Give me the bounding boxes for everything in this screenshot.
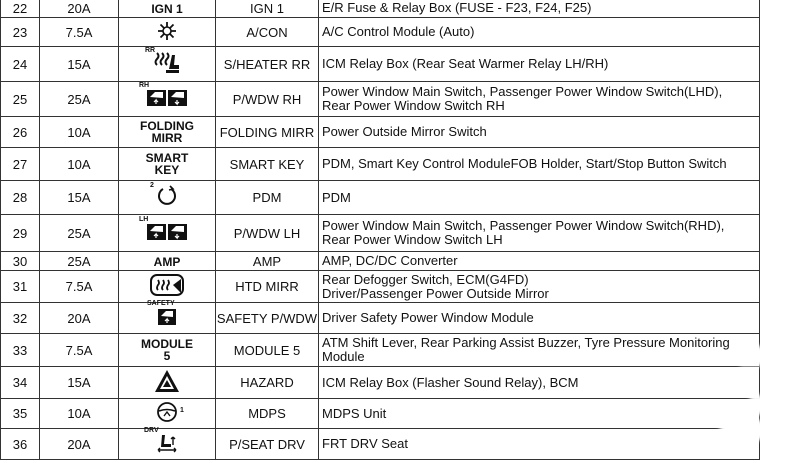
fuse-rating: 7.5A	[40, 18, 119, 47]
fuse-name: MDPS	[216, 399, 319, 429]
description-line: MDPS Unit	[322, 405, 387, 421]
fuse-row	[1, 399, 760, 429]
fuse-description	[319, 117, 760, 148]
description-line: FRT DRV Seat	[322, 436, 408, 451]
fuse-symbol	[119, 426, 216, 460]
steering-wheel-icon	[156, 401, 184, 426]
fuse-name: S/HEATER RR	[216, 47, 319, 82]
description-line: Driver Safety Power Window Module	[322, 310, 534, 325]
fuse-rating: 10A	[40, 399, 119, 429]
fuse-name: IGN 1	[216, 0, 319, 18]
fuse-description	[319, 215, 760, 252]
symbol-label-line: KEY	[154, 162, 180, 177]
fuse-rating: 15A	[40, 47, 119, 82]
fuse-name: SMART KEY	[216, 148, 319, 181]
fuse-symbol	[119, 82, 216, 117]
fuse-symbol	[119, 334, 216, 367]
pdm-power-icon	[150, 182, 178, 210]
fuse-description	[319, 367, 760, 399]
edge-fade	[720, 420, 800, 440]
symbol-label-line: FOLDING	[140, 118, 194, 133]
fuse-number: 23	[1, 18, 40, 47]
symbol-label	[146, 152, 189, 176]
description-line: Driver/Passenger Power Outside Mirror	[322, 285, 549, 301]
fuse-name: A/CON	[216, 18, 319, 47]
description-line: A/C Control Module (Auto)	[322, 24, 475, 39]
fuse-symbol	[119, 148, 216, 181]
fuse-name: P/SEAT DRV	[216, 429, 319, 460]
power-seat-icon	[144, 426, 178, 456]
fuse-description	[319, 82, 760, 117]
fuse-symbol	[119, 0, 216, 18]
fuse-name: P/WDW RH	[216, 82, 319, 117]
fuse-row	[1, 181, 760, 215]
fuse-number: 22	[1, 0, 40, 18]
fuse-description	[319, 252, 760, 271]
description-line: Rear Defogger Switch, ECM(G4FD)	[322, 271, 529, 287]
fuse-symbol	[119, 47, 216, 82]
fuse-symbol	[119, 117, 216, 148]
fuse-symbol	[119, 271, 216, 303]
description-line: ATM Shift Lever, Rear Parking Assist Buzzer, Tyre Pressure Monitoring Module	[322, 335, 730, 364]
fuse-rating: 20A	[40, 429, 119, 460]
fuse-description	[319, 148, 760, 181]
symbol-label-line: 5	[163, 348, 171, 363]
fuse-number: 27	[1, 148, 40, 181]
fuse-description	[319, 0, 760, 18]
symbol-label	[140, 120, 194, 144]
fuse-row	[1, 429, 760, 460]
fuse-name: P/WDW LH	[216, 215, 319, 252]
fuse-number: 33	[1, 334, 40, 367]
fuse-name: SAFETY P/WDW	[216, 303, 319, 334]
seat-heater-icon	[145, 46, 180, 78]
fuse-row	[1, 367, 760, 399]
fuse-symbol	[119, 18, 216, 47]
fuse-symbol	[119, 215, 216, 252]
fuse-description	[319, 334, 760, 367]
fuse-name: MODULE 5	[216, 334, 319, 367]
edge-fade	[740, 346, 800, 366]
symbol-tag: RR	[145, 46, 156, 54]
fuse-row	[1, 303, 760, 334]
fuse-number: 29	[1, 215, 40, 252]
fuse-symbol	[119, 367, 216, 399]
fuse-row	[1, 148, 760, 181]
fuse-description	[319, 47, 760, 82]
heated-mirror-icon	[149, 273, 185, 300]
description-line: Rear Power Window Switch LH	[322, 232, 503, 247]
fuse-name: PDM	[216, 181, 319, 215]
symbol-tag: LH	[139, 215, 149, 223]
symbol-tag: DRV	[144, 426, 159, 434]
fuse-description	[319, 303, 760, 334]
hazard-triangle-icon	[154, 369, 180, 396]
symbol-label-line: IGN 1	[151, 1, 183, 16]
fuse-number: 25	[1, 82, 40, 117]
fuse-row	[1, 82, 760, 117]
description-line: Power Window Main Switch, Passenger Power Window Switch(LHD),	[322, 84, 723, 99]
fuse-name: HTD MIRR	[216, 271, 319, 303]
fuse-symbol	[119, 399, 216, 429]
fuse-description	[319, 271, 760, 303]
fuse-rating: 25A	[40, 82, 119, 117]
fuse-number: 32	[1, 303, 40, 334]
description-line: PDM	[322, 189, 351, 205]
fuse-rating: 20A	[40, 0, 119, 18]
fuse-row	[1, 271, 760, 303]
description-line: ICM Relay Box (Flasher Sound Relay), BCM	[322, 374, 579, 390]
description-line: AMP, DC/DC Converter	[322, 253, 458, 268]
fuse-rating: 10A	[40, 117, 119, 148]
safety-window-icon	[147, 299, 177, 329]
power-window-icon	[139, 215, 188, 244]
fuse-description	[319, 399, 760, 429]
description-line: PDM, Smart Key Control ModuleFOB Holder, Start/Stop Button Switch	[322, 156, 727, 171]
description-line: ICM Relay Box (Rear Seat Warmer Relay LH/RH)	[322, 56, 609, 71]
fuse-number: 31	[1, 271, 40, 303]
fuse-table-body	[1, 0, 760, 460]
fuse-description	[319, 429, 760, 460]
power-window-icon	[139, 81, 188, 110]
fuse-description	[319, 18, 760, 47]
fuse-row	[1, 252, 760, 271]
edge-fade	[750, 395, 800, 415]
fuse-number: 34	[1, 367, 40, 399]
fuse-number: 35	[1, 399, 40, 429]
fuse-name: AMP	[216, 252, 319, 271]
symbol-tag: RH	[139, 81, 150, 89]
description-line: E/R Fuse & Relay Box (FUSE - F23, F24, F25)	[322, 0, 592, 15]
fuse-number: 28	[1, 181, 40, 215]
fuse-row	[1, 334, 760, 367]
fuse-row	[1, 0, 760, 18]
symbol-label	[141, 338, 193, 362]
fuse-number: 36	[1, 429, 40, 460]
symbol-tag: 1	[180, 407, 184, 414]
fuse-rating: 15A	[40, 367, 119, 399]
symbol-label-line: AMP	[153, 254, 181, 269]
symbol-label-line: MODULE	[141, 336, 193, 351]
fuse-row	[1, 117, 760, 148]
fuse-row	[1, 18, 760, 47]
fuse-rating: 7.5A	[40, 334, 119, 367]
description-line: Rear Power Window Switch RH	[322, 98, 505, 113]
fuse-number: 26	[1, 117, 40, 148]
symbol-label-line: SMART	[145, 150, 189, 165]
fuse-rating: 7.5A	[40, 271, 119, 303]
fuse-number: 24	[1, 47, 40, 82]
description-line: Power Outside Mirror Switch	[322, 124, 487, 139]
symbol-tag: SAFETY	[147, 299, 175, 307]
symbol-label	[151, 3, 182, 15]
fuse-description	[319, 181, 760, 215]
fuse-number: 30	[1, 252, 40, 271]
fuse-symbol	[119, 299, 216, 334]
fuse-symbol	[119, 181, 216, 215]
fuse-symbol	[119, 252, 216, 271]
fuse-name: FOLDING MIRR	[216, 117, 319, 148]
fuse-row	[1, 215, 760, 252]
description-line: Power Window Main Switch, Passenger Power Window Switch(RHD),	[322, 218, 725, 233]
fuse-rating: 15A	[40, 181, 119, 215]
fuse-rating: 25A	[40, 215, 119, 252]
symbol-label	[154, 256, 181, 268]
fuse-rating: 25A	[40, 252, 119, 271]
symbol-label-line: MIRR	[151, 130, 183, 145]
snowflake-icon	[157, 21, 177, 44]
symbol-tag: 2	[150, 182, 154, 189]
fuse-name: HAZARD	[216, 367, 319, 399]
fuse-row	[1, 47, 760, 82]
fuse-rating: 10A	[40, 148, 119, 181]
fuse-rating: 20A	[40, 303, 119, 334]
